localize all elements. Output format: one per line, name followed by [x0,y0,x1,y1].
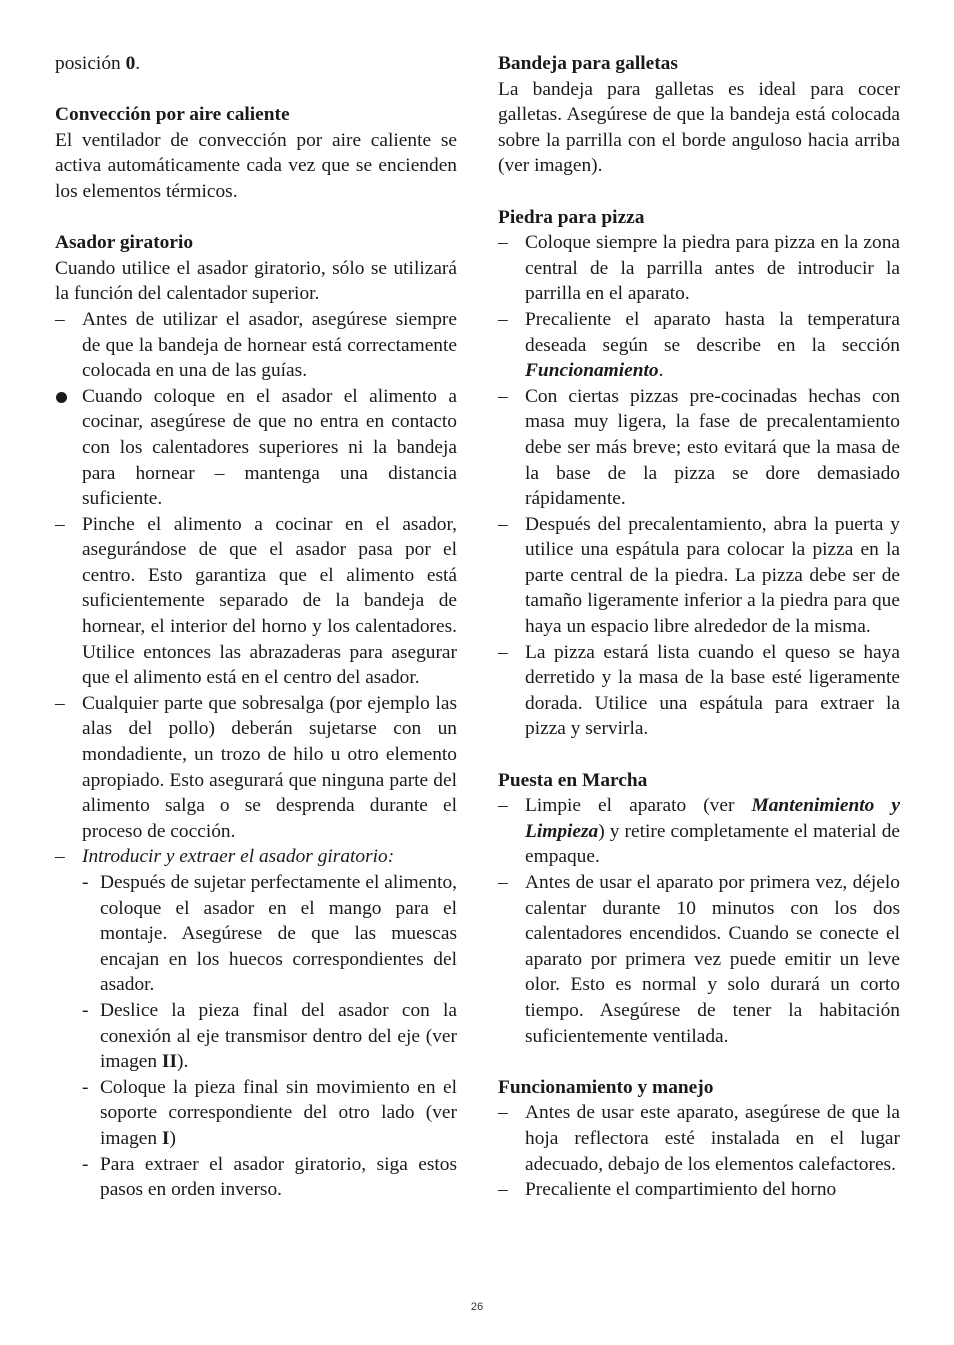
section-heading-conveccion: Convección por aire caliente [55,104,290,126]
list-item [498,1100,900,1177]
sub-list-item [55,870,457,998]
list-item [55,384,457,512]
text: posición [55,53,126,74]
dash-marker: – [498,1102,508,1124]
dash-marker: – [498,513,508,535]
list-item [498,512,900,640]
dash-marker: – [498,385,508,407]
section-heading-piedra: Piedra para pizza [498,206,645,228]
list-item [498,230,900,307]
section-heading-funcionamiento: Funcionamiento y manejo [498,1076,714,1098]
dash-marker: – [498,872,508,893]
list-item-text: Pinche el alimento a cocinar en el asador, asegurándose de que el asador pasa por el centro. Esto garantiza que el alimento está suficientemente separado de la bandeja de hornear, el interior del horno y los calentadores. Utilice entonces las abrazaderas para asegurar que el alimento está en el centro del asador. [82,513,457,689]
list-item-text: Limpie el aparato (ver [525,795,752,817]
sub-dash-marker: - [82,1153,89,1175]
text: ) [169,1127,176,1149]
bold-text: I [161,1127,170,1149]
list-item [55,512,457,691]
paragraph-conveccion: El ventilador de convección por aire caliente se activa automáticamente cada vez que se encienden los elementos térmicos. [55,129,457,202]
text: ) y retire completamente el material de empaque. [525,820,900,868]
paragraph-bandeja: La bandeja para galletas es ideal para cocer galletas. Asegúrese de que la bandeja está colocada sobre la parrilla con el borde anguloso hacia arriba (ver imagen). [498,78,900,177]
sub-dash-marker: - [82,999,89,1021]
dash-marker: – [498,1179,508,1201]
section-heading-asador: Asador giratorio [55,232,194,254]
text: . [135,53,141,74]
list-item-text: Introducir y extraer el asador giratorio: [82,846,395,868]
dash-marker: – [55,308,65,330]
list-item [498,870,900,1049]
list-item-text: Coloque siempre la piedra para pizza en la zona central de la parrilla antes de introducir la parrilla en el aparato. [525,232,900,305]
list-item [498,307,900,384]
dash-marker: – [498,308,508,330]
list-item-text: Cualquier parte que sobresalga (por ejemplo las alas del pollo) deberán sujetarse con un mondadiente, un trozo de hilo u otro elemento apropiado. Esto asegurará que ninguna parte del alimento salga o se desprenda durante el proceso de cocción. [82,692,457,842]
list-item-text: Antes de usar el aparato por primera vez, déjelo calentar durante 10 minutos con los dos calentadores encendidos. Cuando se conecte el aparato por primera vez puede emitir un leve olor. Esto es normal y solo durará un corto tiempo. Asegúrese de tener la habitación suficientemente ventilada. [525,872,900,1047]
list-item-text: Precaliente el compartimiento del horno [525,1179,837,1201]
section-heading-puesta: Puesta en Marcha [498,769,648,791]
list-item-text: Cuando coloque en el asador el alimento a cocinar, asegúrese de que no entra en contacto con los calentadores superiores ni la bandeja para hornear – mantenga una distancia suficiente. [82,385,457,510]
list-item [55,691,457,845]
list-item-text: Antes de usar este aparato, asegúrese de que la hoja reflectora esté instalada en el lugar adecuado, debajo de los elementos calefactores. [525,1102,900,1175]
list-item-text: Precaliente el aparato hasta la temperatura deseada según se describe en la sección [525,308,900,356]
list-item-text: Con ciertas pizzas pre-cocinadas hechas con masa muy ligera, la fase de precalentamiento debe ser más breve; esto evitará que la masa de la base de la pizza se dore demasiado rápidamente. [525,385,900,510]
dash-marker: – [498,795,508,817]
section-heading-bandeja: Bandeja para galletas [498,53,678,74]
sub-dash-marker: - [82,1076,89,1098]
bold-text: 0 [125,53,136,74]
list-item [498,640,900,742]
list-item-text: Después del precalentamiento, abra la puerta y utilice una espátula para colocar la pizza en la parte central de la piedra. La pizza debe ser de tamaño ligeramente inferior a la piedra para que haya un espacio libre alrededor de la misma. [525,513,900,638]
list-item [498,384,900,512]
page-number: 26 [470,1301,484,1313]
paragraph-asador: Cuando utilice el asador giratorio, sólo se utilizará la función del calentador superior. [55,257,457,305]
dash-marker: – [55,846,65,868]
sub-list-item [55,998,457,1075]
bold-text: II [161,1051,178,1073]
text: . [658,360,664,382]
dash-marker: – [498,232,508,254]
sub-list-item [55,1075,457,1152]
bold-italic-text: Mantenimiento y Limpieza [525,795,900,842]
list-item [498,793,900,870]
left-column [55,51,457,1203]
right-column [498,51,900,1203]
list-item [55,844,457,870]
dash-marker: – [55,692,65,714]
sub-list-item-text: Para extraer el asador giratorio, siga estos pasos en orden inverso. [100,1153,457,1201]
paragraph-continuation [55,51,457,77]
bullet-dot-icon [56,392,67,403]
dash-marker: – [498,641,508,663]
dash-marker: – [55,513,65,535]
sub-dash-marker: - [82,872,89,893]
sub-list-item-text: Coloque la pieza final sin movimiento en el soporte correspondiente del otro lado (ver imagen [100,1076,457,1149]
sub-list-item-text: Deslice la pieza final del asador con la conexión al eje transmisor dentro del eje (ver imagen [100,999,457,1073]
text: ). [177,1051,189,1073]
sub-list-item [55,1152,457,1203]
bold-italic-text: Funcionamiento [525,360,659,382]
list-item [55,307,457,384]
sub-list-item-text: Después de sujetar perfectamente el alimento, coloque el asador en el mango para el montaje. Asegúrese de que las muescas encajan en los huecos correspondientes del asador. [100,872,457,996]
list-item [498,1177,900,1203]
list-item-text: Antes de utilizar el asador, asegúrese siempre de que la bandeja de hornear está correctamente colocada en una de las guías. [82,308,457,382]
list-item-text: La pizza estará lista cuando el queso se haya derretido y la masa de la base esté ligeramente dorada. Utilice una espátula para extraer la pizza y servirla. [525,641,900,740]
